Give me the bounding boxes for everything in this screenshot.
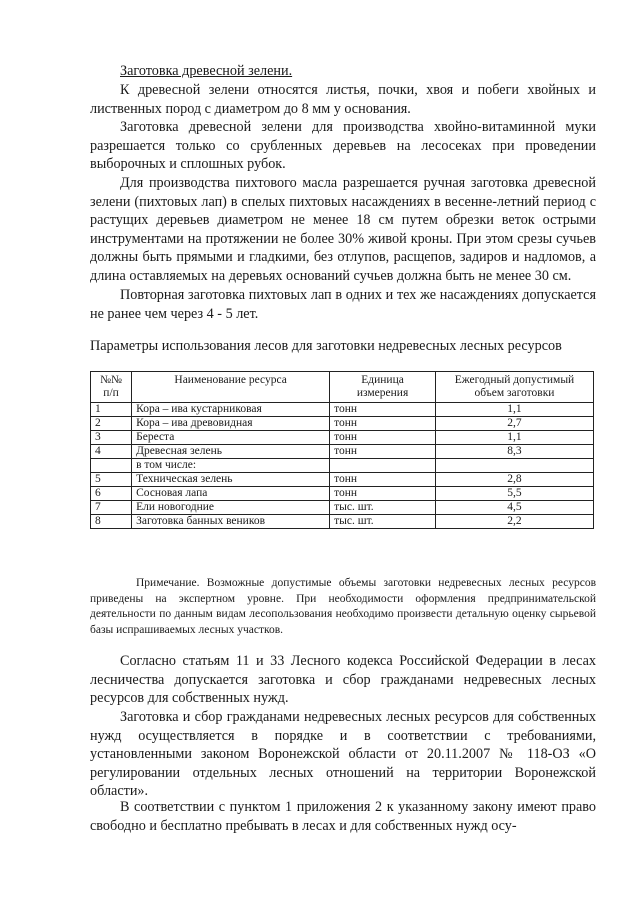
table-row [91, 459, 594, 473]
table-note: Примечание. Возможные допустимые объемы заготовки недревесных лесных ресурсов приведены на экспертном уровне. При необходимости оформления предпринимательской деятельности по данным видам лесопользования необходимо произвести детальную оценку сырьевой базы испрашиваемых лесных участков. [90, 577, 596, 636]
row-name: Древесная зелень [132, 445, 330, 459]
row-value: 8,3 [435, 445, 593, 459]
paragraph-forest-code: Согласно статьям 11 и 33 Лесного кодекса Российской Федерации в лесах лесничества допускается заготовка и сбор гражданами недревесных лесных ресурсов для собственных нужд. [90, 653, 596, 706]
row-value [435, 459, 593, 473]
row-value: 5,5 [435, 487, 593, 501]
row-num: 5 [91, 473, 132, 487]
row-num: 4 [91, 445, 132, 459]
table-caption: Параметры использования лесов для заготовки недревесных лесных ресурсов [90, 338, 562, 354]
table-row [91, 515, 594, 529]
row-unit: тонн [330, 473, 436, 487]
row-num: 8 [91, 515, 132, 529]
table-row [91, 431, 594, 445]
row-num [91, 459, 132, 473]
row-value: 2,7 [435, 417, 593, 431]
paragraph-appendix: В соответствии с пунктом 1 приложения 2 к указанному закону имеют право свободно и бесплатно пребывать в лесах и для собственных нужд осу- [90, 799, 596, 834]
row-unit: тыс. шт. [330, 515, 436, 529]
row-unit: тонн [330, 487, 436, 501]
row-unit: тыс. шт. [330, 501, 436, 515]
paragraph-fir-oil: Для производства пихтового масла разрешается ручная заготовка древесной зелени (пихтовых лап) в спелых пихтовых насаждениях в весенне-летний период с растущих деревьев диаметром не менее 18 см путем обрезки веток острыми инструментами на протяжении не более 30% живой кроны. При этом срезы сучьев должны быть прямыми и гладкими, без отлупов, расщепов, задиров и надломов, а длина оставляемых на деревьях оснований сучьев должна быть не менее 30 см. [90, 175, 596, 284]
row-unit: тонн [330, 417, 436, 431]
row-name: Кора – ива древовидная [132, 417, 330, 431]
row-unit: тонн [330, 431, 436, 445]
row-num: 2 [91, 417, 132, 431]
table-row [91, 501, 594, 515]
row-num: 6 [91, 487, 132, 501]
row-name: Ели новогодние [132, 501, 330, 515]
row-value: 2,2 [435, 515, 593, 529]
header-name: Наименование ресурса [132, 372, 330, 403]
row-value: 1,1 [435, 403, 593, 417]
paragraph-regional-law: Заготовка и сбор гражданами недревесных лесных ресурсов для собственных нужд осуществляется в порядке и в соответствии с требованиями, установленными законом Воронежской области от 20.11.2007 № 118-ОЗ «О регулировании отдельных лесных отношений на территории Воронежской области». [90, 709, 596, 799]
row-unit: тонн [330, 403, 436, 417]
table-row [91, 445, 594, 459]
row-value: 1,1 [435, 431, 593, 445]
row-name: Сосновая лапа [132, 487, 330, 501]
header-num: №№ п/п [91, 372, 132, 403]
row-name: Заготовка банных веников [132, 515, 330, 529]
row-name: Техническая зелень [132, 473, 330, 487]
table-header-row [91, 372, 594, 403]
row-unit [330, 459, 436, 473]
section-heading: Заготовка древесной зелени. [120, 63, 293, 79]
paragraph-vitamin-flour: Заготовка древесной зелени для производства хвойно-витаминной муки разрешается только со срубленных деревьев на лесосеках при проведении выборочных и сплошных рубок. [90, 119, 596, 172]
row-unit: тонн [330, 445, 436, 459]
table-row [91, 417, 594, 431]
row-value: 4,5 [435, 501, 593, 515]
header-volume: Ежегодный допустимый объем заготовки [435, 372, 593, 403]
row-name: в том числе: [132, 459, 330, 473]
resources-table [90, 371, 594, 529]
row-value: 2,8 [435, 473, 593, 487]
header-unit: Единица измерения [330, 372, 436, 403]
row-num: 3 [91, 431, 132, 445]
row-num: 1 [91, 403, 132, 417]
paragraph-repeat-harvest: Повторная заготовка пихтовых лап в одних и тех же насаждениях допускается не ранее чем через 4 - 5 лет. [90, 287, 596, 322]
paragraph-definition: К древесной зелени относятся листья, почки, хвоя и побеги хвойных и лиственных пород с диаметром до 8 мм у основания. [90, 82, 596, 117]
row-name: Кора – ива кустарниковая [132, 403, 330, 417]
table-row [91, 487, 594, 501]
table-row [91, 403, 594, 417]
row-num: 7 [91, 501, 132, 515]
row-name: Береста [132, 431, 330, 445]
table-row [91, 473, 594, 487]
